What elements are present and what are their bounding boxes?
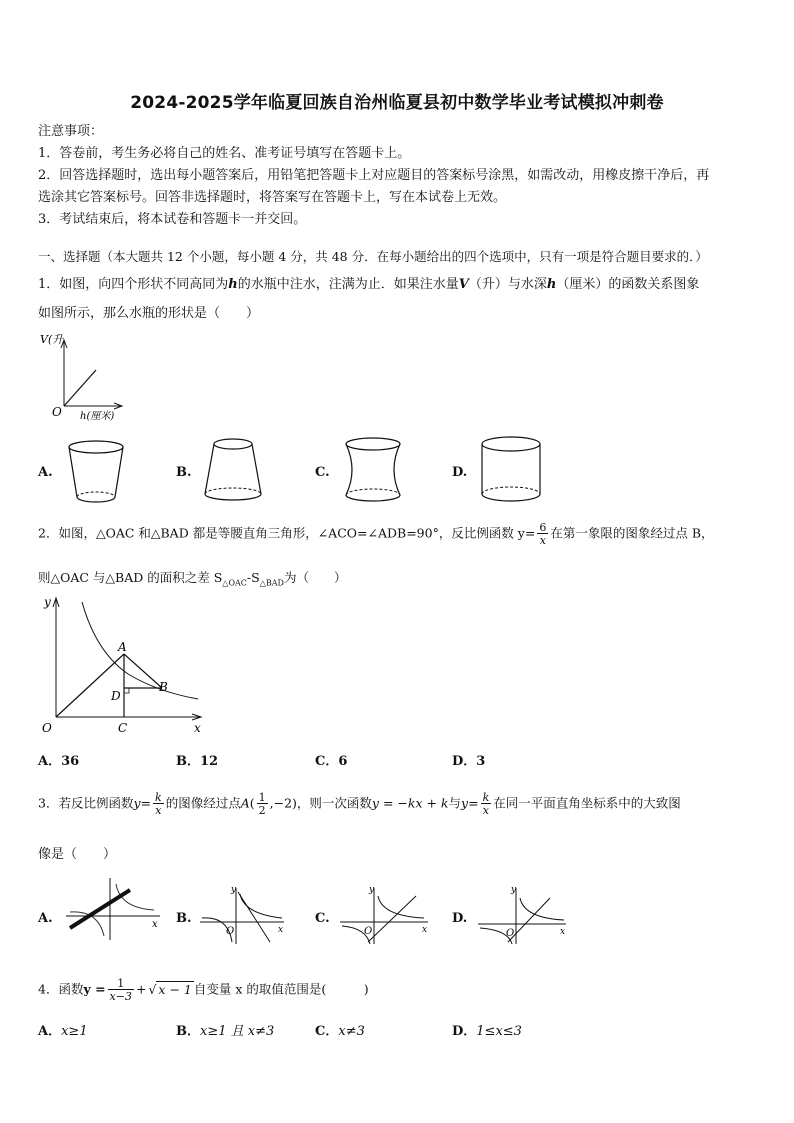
q3-option-d-graph[interactable] [476,884,572,946]
q2-text-b: △OAC 和△BAD 都是等腰直角三角形，∠ACO=∠ADB=90°，反比例函数 y= [95,525,536,541]
q4-option-a-value: x≥1 [61,1024,88,1039]
q4-frac-den: x−3 [109,990,132,1003]
q3-fraction-k2 [481,792,492,816]
q3-frac-x2: x [481,803,492,816]
q4-option-b-value: x≥1 且 x≠3 [200,1024,275,1039]
q3-c-o: O [364,926,373,937]
q3-eq: = [140,795,152,811]
q2-graph-c: C [118,721,128,735]
page-title: 2024-2025学年临夏回族自治州临夏县初中数学毕业考试模拟冲刺卷 [130,93,664,113]
q3-a-x: x [152,919,158,930]
q3-y2: y [461,795,469,811]
q2-option-b[interactable] [176,750,218,769]
q2-graph-d: D [111,689,121,703]
q3-c-y: y [369,885,375,895]
q2-graph-a: A [118,640,127,654]
notice-item-2: 2．回答选择题时，选出每小题答案后，用铅笔把答题卡上对应题目的答案标号涂黑，如需改动，用橡皮擦干净后，再 [38,168,710,183]
q1-option-c-label[interactable]: C. [315,465,330,480]
q3-option-c-graph[interactable] [338,884,434,946]
q1-var-h2: h [546,277,557,292]
q4-sqrt [148,982,193,997]
q1-option-b-bottle[interactable] [200,436,266,506]
q3-option-a-graph[interactable] [64,874,164,944]
q3-frac-x: x [153,803,164,816]
q2-text-c: 在第一象限的图象经过点 B， [550,525,714,541]
q3-fraction-half [257,792,268,816]
radical-sign-icon: √ [148,981,157,997]
notice-item-1: 1．答卷前，考生务必将自己的姓名、准考证号填写在答题卡上。 [38,146,411,161]
q4-option-b[interactable] [176,1020,274,1039]
q1-option-a-bottle[interactable] [64,438,128,506]
q2-option-d[interactable] [452,750,485,769]
q3-option-c-label[interactable]: C. [315,911,330,926]
q2-option-c-label: C． [315,754,339,769]
q2-graph-o: O [42,721,52,735]
q3-eq2: = [468,795,479,811]
q4-option-d-value: 1≤x≤3 [476,1024,522,1039]
q4-option-d-label: D． [452,1024,477,1039]
q3-frac-k: k [155,791,162,804]
q3-half-n: 1 [258,791,266,804]
q2-dash: -S [246,570,260,585]
q3-fraction-k [153,792,164,816]
q4-frac-num: 1 [117,977,125,990]
q2-graph-y: y [44,595,51,609]
q2-frac-num: 6 [539,521,547,534]
q2-graph-x: x [194,721,201,735]
q2-text-d: 则△OAC 与△BAD 的面积之差 S [38,570,223,585]
q3-text-b: 的图像经过点 [165,795,241,811]
q4-option-a[interactable] [38,1020,88,1039]
q3-paren: ( [249,795,255,811]
q1-option-b-label[interactable]: B. [176,465,192,480]
q4-plus: + [135,981,147,997]
q2-sub2: △BAD [259,578,284,588]
q2-option-c-value: 6 [338,754,348,769]
q2-option-b-value: 12 [200,754,219,769]
q2-frac-den: x [537,533,548,546]
q2-text-e: 为（ ） [283,570,347,585]
q1-text-a: 1．如图，向四个形状不同高同为 [38,277,229,292]
q4-stem [38,978,369,1002]
q3-y: y [133,795,141,811]
q4-option-d[interactable] [452,1020,522,1039]
q2-option-b-label: B． [176,754,200,769]
q3-point-a: A [240,795,250,811]
q3-d-y: y [511,885,517,895]
q2-graph-b: B [159,680,168,694]
q2-option-d-value: 3 [476,754,486,769]
q3-text-a: 3．若反比例函数 [38,795,134,811]
q4-option-c-value: x≠3 [338,1024,365,1039]
q2-text-a: 2．如图， [38,525,96,541]
q1-vh-graph [38,330,128,425]
q3-option-b-graph[interactable] [198,884,290,946]
q3-d-o: O [506,928,515,939]
q1-var-v: V [458,277,469,292]
q1-stem-line2: 如图所示，那么水瓶的形状是（ ） [38,306,260,321]
section-heading: 一、选择题（本大题共 12 个小题，每小题 4 分，共 48 分．在每小题给出的四个选项中，只有一项是符合题目要求的．） [38,249,708,264]
q3-b-o: O [226,926,235,937]
q3-frac-k2: k [482,791,490,804]
q3-option-a-label[interactable]: A. [38,911,53,926]
q1-graph-xlabel: h(厘米) [80,411,115,422]
notice-heading: 注意事项： [38,124,104,139]
q3-text-d: 在同一平面直角坐标系中的大致图 [493,795,681,811]
q4-text-a: 4．函数 [38,981,84,997]
q1-graph-ylabel: V(升 [40,333,64,346]
q2-option-a-label: A． [38,754,62,769]
q1-text-d: （厘米）的函数关系图象 [556,277,700,292]
q2-option-a-value: 36 [61,754,80,769]
q1-stem-line1 [38,273,699,292]
q2-stem-line2 [38,568,346,588]
q3-pt-rest: ,−2) [269,795,297,811]
q4-yeq: y = [83,981,106,997]
q2-option-a[interactable] [38,750,79,769]
notice-item-3: 3．考试结束后，将本试卷和答题卡一并交回。 [38,212,307,227]
q3-stem-line1 [38,792,681,816]
q3-b-y: y [231,885,237,895]
q2-triangle-graph [38,592,208,740]
q4-fraction [108,978,134,1002]
q4-text-b: 自变量 x 的取值范围是( ) [193,981,369,997]
q1-option-c-bottle[interactable] [340,435,406,507]
q1-var-h: h [228,277,238,292]
q3-and: 与 [448,795,462,811]
q2-fraction [537,522,548,546]
q2-stem-line1 [38,522,714,546]
q2-option-c[interactable] [315,750,347,769]
q1-option-d-label[interactable]: D. [452,465,468,480]
q1-option-d-bottle[interactable] [478,434,544,508]
q1-text-b: 的水瓶中注水，注满为止．如果注水量 [237,277,459,292]
q3-c-x: x [422,925,428,935]
q2-sub1: △OAC [222,578,247,588]
q3-d-x: x [560,927,566,937]
q4-option-c-label: C． [315,1024,339,1039]
q3-b-x: x [278,925,284,935]
q3-option-d-label[interactable]: D. [452,911,468,926]
q4-option-a-label: A． [38,1024,62,1039]
q1-graph-origin: O [52,405,62,419]
q4-option-b-label: B． [176,1024,200,1039]
q3-half-d: 2 [258,804,266,817]
q3-linear: y = −kx + k [371,795,449,811]
q1-option-a-label[interactable]: A. [38,465,53,480]
q3-option-b-label[interactable]: B. [176,911,192,926]
q3-text-c: ，则一次函数 [296,795,372,811]
notice-item-2-cont: 选涂其它答案标号。回答非选择题时，将答案写在答题卡上，写在本试卷上无效。 [38,190,507,205]
q3-stem-line2: 像是（ ） [38,847,117,862]
q1-text-c: （升）与水深 [468,277,547,292]
q4-sqrt-in: x − 1 [158,981,192,997]
q2-option-d-label: D． [452,754,477,769]
q4-option-c[interactable] [315,1020,365,1039]
